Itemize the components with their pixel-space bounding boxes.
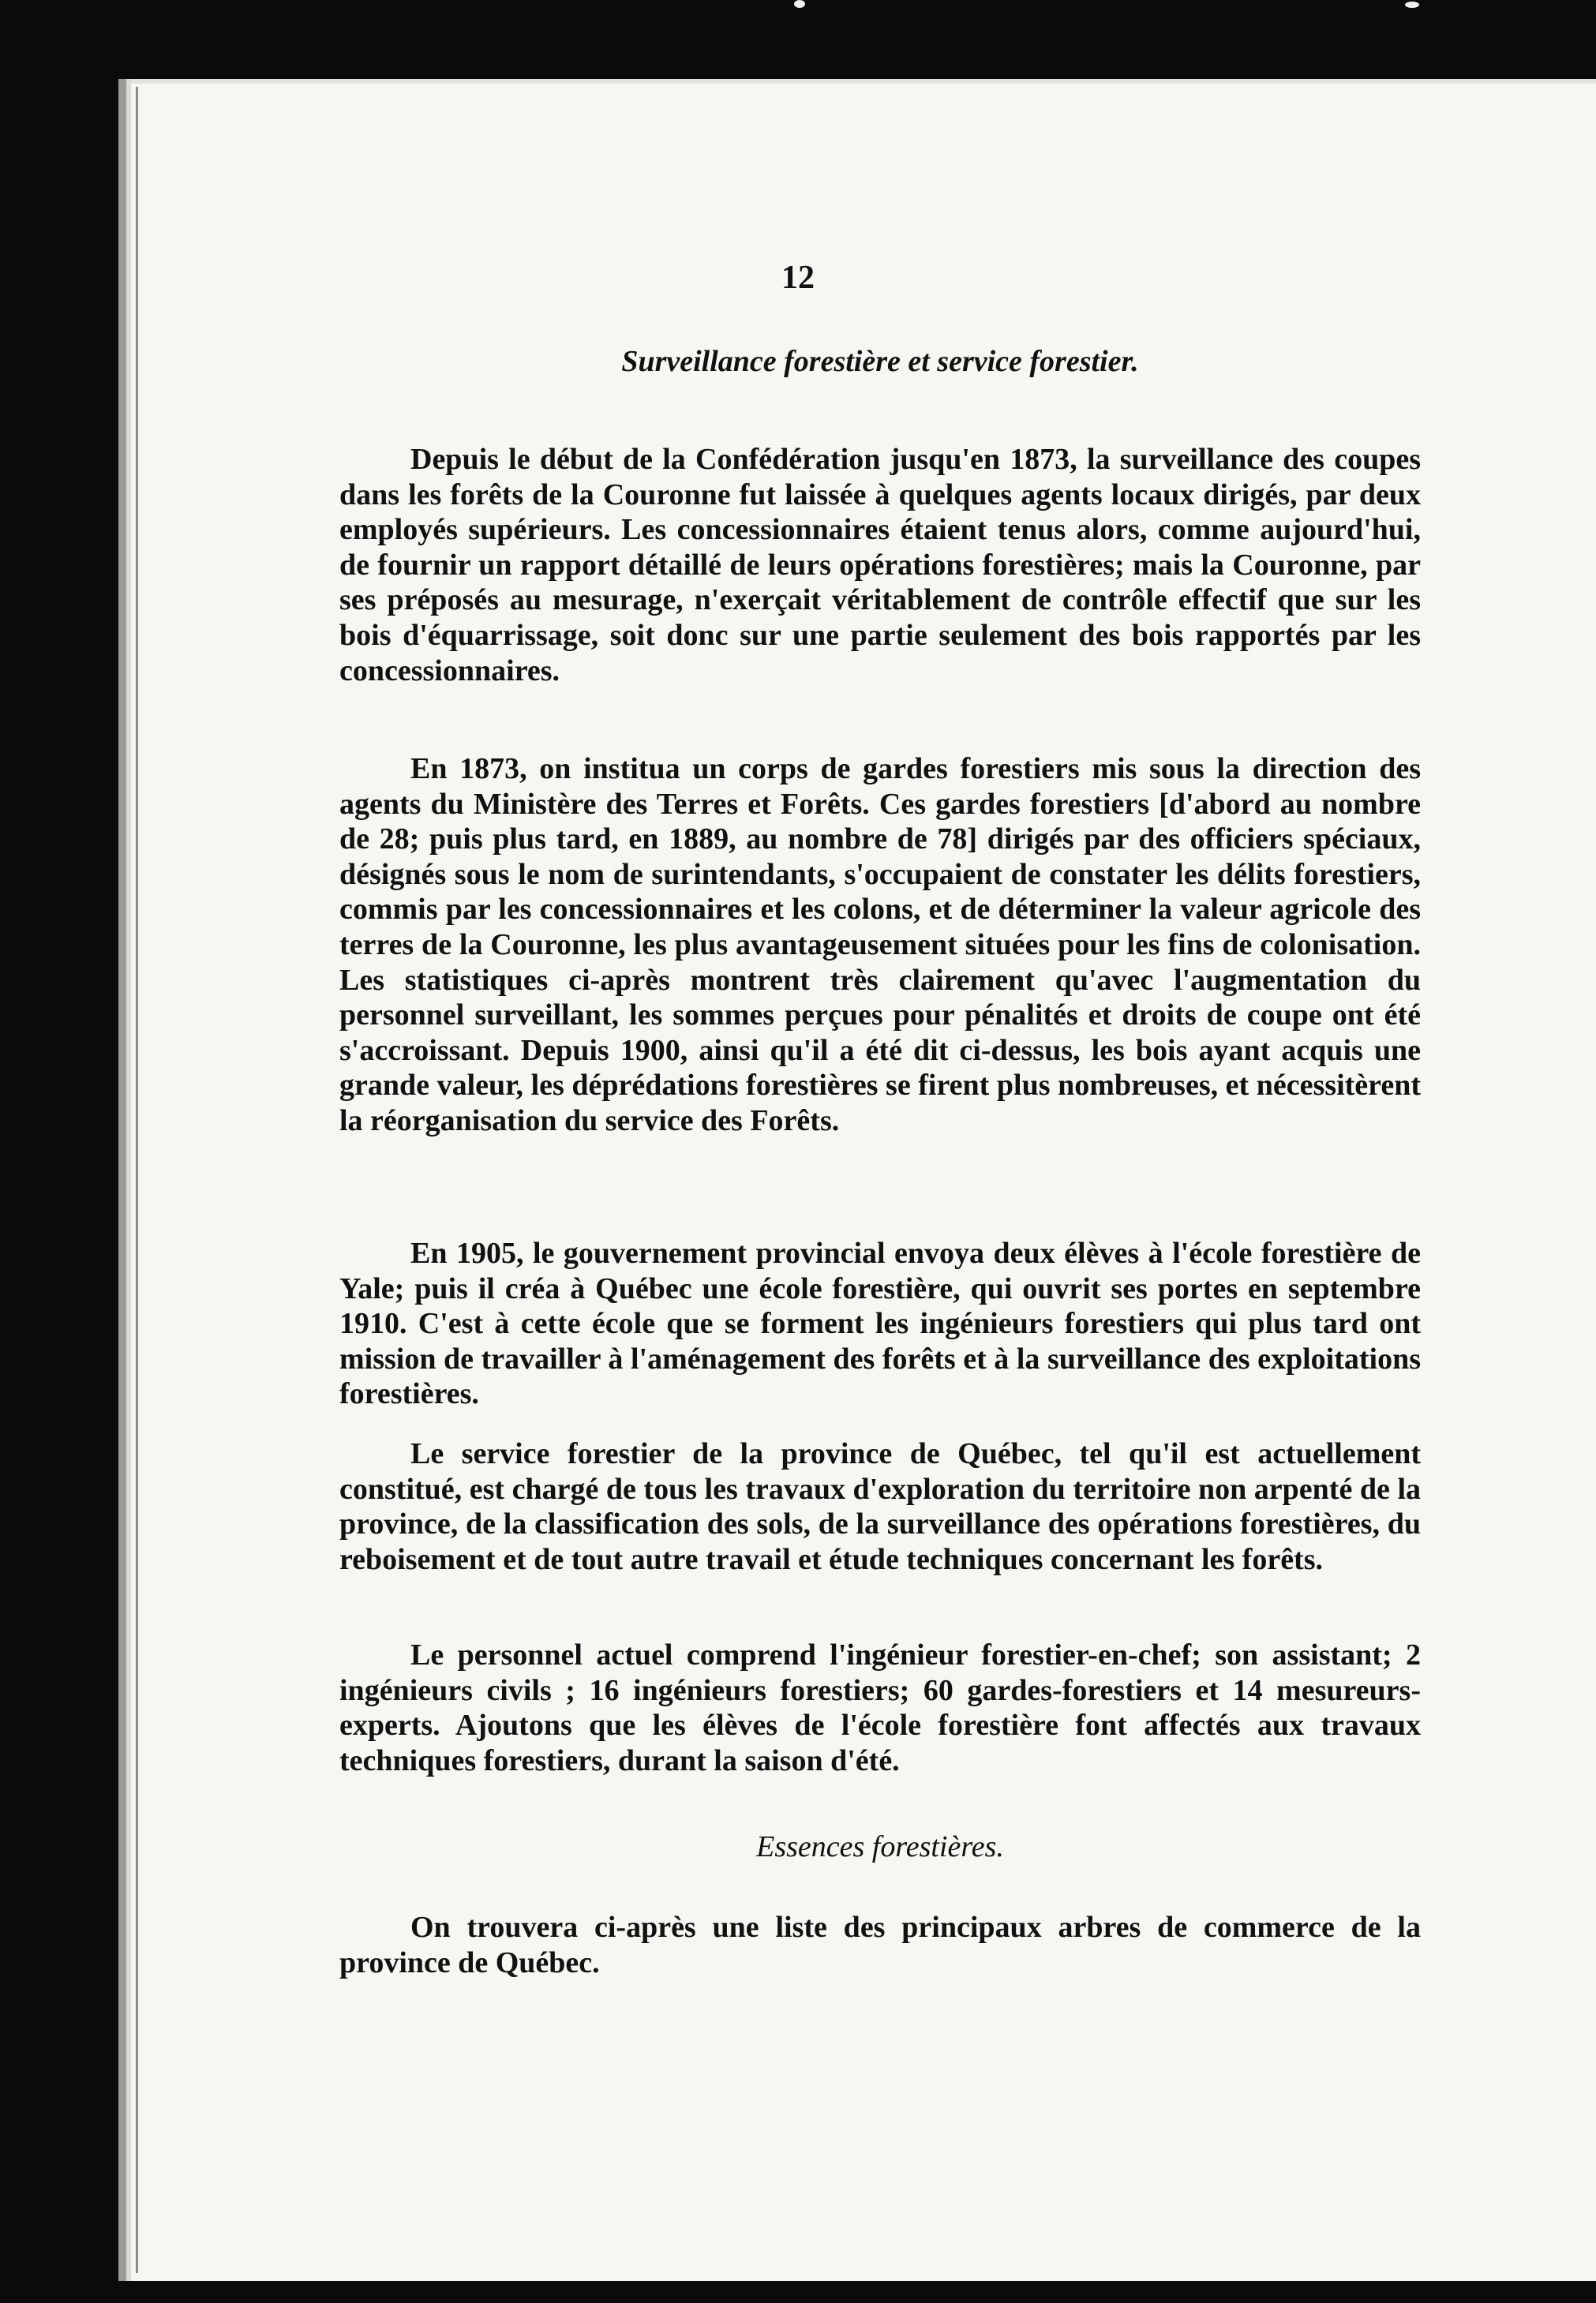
paragraph: On trouvera ci-après une liste des principaux arbres de commerce de la province de Québec. xyxy=(339,1911,1421,1979)
scan-speck xyxy=(794,0,805,8)
section-title-surveillance: Surveillance forestière et service forestier. xyxy=(621,345,1139,378)
paragraph: Depuis le début de la Confédération jusqu'en 1873, la surveillance des coupes dans les forêts de la Couronne fut laissée à quelques agents locaux dirigés, par deux employés supérieurs. Les concessionnaires étaient tenus alors, comme aujourd'hui, de fournir un rapport détaillé de leurs opérations forestières; mais la Couronne, par ses préposés au mesurage, n'exerçait véritablement de contrôle effectif que sur les bois d'équarrissage, soit donc sur une partie seulement des bois rapportés par les concessionnaires. xyxy=(339,443,1421,687)
paragraph: Le service forestier de la province de Québec, tel qu'il est actuellement constitué, est chargé de tous les travaux d'exploration du territoire non arpenté de la province, de la classification des sols, de la surveillance des opérations forestières, du reboisement et de tout autre travail et étude techniques concernant les forêts. xyxy=(339,1437,1421,1576)
section-title-essences: Essences forestières. xyxy=(756,1830,1004,1863)
page-edge-line xyxy=(136,87,138,2273)
scan-speck xyxy=(1405,2,1419,8)
page-number: 12 xyxy=(781,260,815,296)
paragraph: En 1905, le gouvernement provincial envoya deux élèves à l'école forestière de Yale; puis il créa à Québec une école forestière, qui ouvrit ses portes en septembre 1910. C'est à cette école que se forment les ingénieurs forestiers qui plus tard ont mission de travailler à l'aménagement des forêts et à la surveillance des exploitations forestières. xyxy=(339,1237,1421,1411)
paragraph: Le personnel actuel comprend l'ingénieur forestier-en-chef; son assistant; 2 ingénieurs civils ; 16 ingénieurs forestiers; 60 gardes-forestiers et 14 mesureurs-experts. Ajoutons que les élèves de l'école forestière font affectés aux travaux techniques forestiers, durant la saison d'été. xyxy=(339,1638,1421,1777)
paragraph: En 1873, on institua un corps de gardes forestiers mis sous la direction des agents du Ministère des Terres et Forêts. Ces gardes forestiers [d'abord au nombre de 28; puis plus tard, en 1889, au nombre de 78] dirigés par des officiers spéciaux, désignés sous le nom de surintendants, s'occupaient de constater les délits forestiers, commis par les concessionnaires et les colons, et de déterminer la valeur agricole des terres de la Couronne, les plus avantageusement situées pour les fins de colonisation. Les statistiques ci-après montrent très clairement qu'avec l'augmentation du personnel surveillant, les sommes perçues pour pénalités et droits de coupe ont été s'accroissant. Depuis 1900, ainsi qu'il a été dit ci-dessus, les bois ayant acquis une grande valeur, les déprédations forestières se firent plus nombreuses, et nécessitèrent la réorganisation du service des Forêts. xyxy=(339,752,1421,1137)
